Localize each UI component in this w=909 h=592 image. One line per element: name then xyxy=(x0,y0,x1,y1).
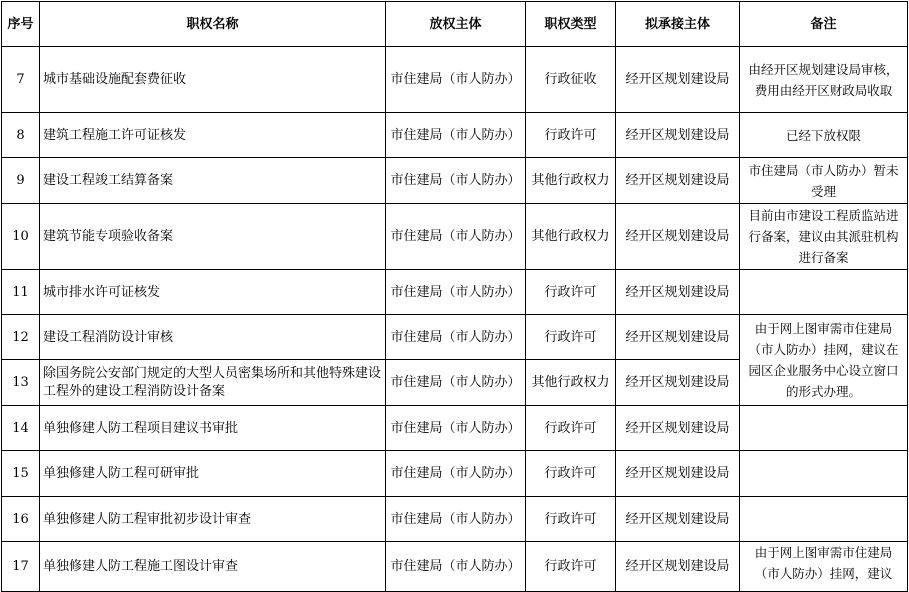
table-row xyxy=(2,542,908,592)
row-name: 城市排水许可证核发 xyxy=(40,270,386,315)
row-note-merged: 由于网上图审需市住建局（市人防办）挂网，建议在园区企业服务中心设立窗口的形式办理。 xyxy=(740,315,908,406)
row-no: 15 xyxy=(2,451,40,497)
table-row xyxy=(2,113,908,158)
row-type: 行政征收 xyxy=(526,47,616,113)
header-note: 备注 xyxy=(740,2,908,47)
row-name: 单独修建人防工程施工图设计审查 xyxy=(40,542,386,592)
row-type: 行政许可 xyxy=(526,315,616,360)
row-name: 除国务院公安部门规定的大型人员密集场所和其他特殊建设工程外的建设工程消防设计备案 xyxy=(40,360,386,406)
row-receiver: 经开区规划建设局 xyxy=(616,360,740,406)
row-receiver: 经开区规划建设局 xyxy=(616,270,740,315)
row-note: 目前由市建设工程质监站进行备案，建议由其派驻机构进行备案 xyxy=(740,204,908,270)
row-subject: 市住建局（市人防办） xyxy=(386,406,526,451)
header-no: 序号 xyxy=(2,2,40,47)
table-row xyxy=(2,204,908,270)
row-receiver: 经开区规划建设局 xyxy=(616,406,740,451)
row-name: 城市基础设施配套费征收 xyxy=(40,47,386,113)
row-no: 11 xyxy=(2,270,40,315)
row-subject: 市住建局（市人防办） xyxy=(386,315,526,360)
row-receiver: 经开区规划建设局 xyxy=(616,542,740,592)
row-subject: 市住建局（市人防办） xyxy=(386,47,526,113)
row-no: 9 xyxy=(2,158,40,204)
row-note xyxy=(740,270,908,315)
row-no: 10 xyxy=(2,204,40,270)
row-no: 14 xyxy=(2,406,40,451)
row-note: 由经开区规划建设局审核，费用由经开区财政局收取 xyxy=(740,47,908,113)
row-subject: 市住建局（市人防办） xyxy=(386,113,526,158)
row-type: 其他行政权力 xyxy=(526,360,616,406)
row-note: 已经下放权限 xyxy=(740,113,908,158)
row-no: 13 xyxy=(2,360,40,406)
table-row xyxy=(2,47,908,113)
row-no: 16 xyxy=(2,497,40,542)
table-row xyxy=(2,158,908,204)
row-type: 行政许可 xyxy=(526,542,616,592)
table-row xyxy=(2,315,908,360)
header-receiver: 拟承接主体 xyxy=(616,2,740,47)
row-no: 17 xyxy=(2,542,40,592)
row-no: 8 xyxy=(2,113,40,158)
row-name: 建筑节能专项验收备案 xyxy=(40,204,386,270)
row-subject: 市住建局（市人防办） xyxy=(386,497,526,542)
row-subject: 市住建局（市人防办） xyxy=(386,542,526,592)
header-subject: 放权主体 xyxy=(386,2,526,47)
row-type: 其他行政权力 xyxy=(526,158,616,204)
row-type: 行政许可 xyxy=(526,451,616,497)
row-note xyxy=(740,406,908,451)
row-name: 单独修建人防工程审批初步设计审查 xyxy=(40,497,386,542)
row-type: 行政许可 xyxy=(526,270,616,315)
row-type: 行政许可 xyxy=(526,406,616,451)
row-receiver: 经开区规划建设局 xyxy=(616,451,740,497)
row-note xyxy=(740,497,908,542)
table-header-row xyxy=(2,2,908,47)
row-subject: 市住建局（市人防办） xyxy=(386,270,526,315)
header-type: 职权类型 xyxy=(526,2,616,47)
row-receiver: 经开区规划建设局 xyxy=(616,204,740,270)
row-name: 建筑工程施工许可证核发 xyxy=(40,113,386,158)
header-name: 职权名称 xyxy=(40,2,386,47)
row-name: 单独修建人防工程可研审批 xyxy=(40,451,386,497)
row-no: 7 xyxy=(2,47,40,113)
row-no: 12 xyxy=(2,315,40,360)
table-row xyxy=(2,270,908,315)
row-note: 市住建局（市人防办）暂未受理 xyxy=(740,158,908,204)
powers-table xyxy=(1,1,908,592)
row-receiver: 经开区规划建设局 xyxy=(616,47,740,113)
row-type: 行政许可 xyxy=(526,497,616,542)
row-type: 其他行政权力 xyxy=(526,204,616,270)
row-subject: 市住建局（市人防办） xyxy=(386,158,526,204)
row-name: 建设工程消防设计审核 xyxy=(40,315,386,360)
row-note xyxy=(740,451,908,497)
row-note: 由于网上图审需市住建局（市人防办）挂网，建议 xyxy=(740,542,908,592)
row-name: 单独修建人防工程项目建议书审批 xyxy=(40,406,386,451)
table-row xyxy=(2,497,908,542)
row-subject: 市住建局（市人防办） xyxy=(386,360,526,406)
row-receiver: 经开区规划建设局 xyxy=(616,497,740,542)
row-subject: 市住建局（市人防办） xyxy=(386,204,526,270)
row-subject: 市住建局（市人防办） xyxy=(386,451,526,497)
row-type: 行政许可 xyxy=(526,113,616,158)
table-row xyxy=(2,406,908,451)
row-receiver: 经开区规划建设局 xyxy=(616,113,740,158)
table-row xyxy=(2,451,908,497)
row-name: 建设工程竣工结算备案 xyxy=(40,158,386,204)
row-receiver: 经开区规划建设局 xyxy=(616,158,740,204)
row-receiver: 经开区规划建设局 xyxy=(616,315,740,360)
